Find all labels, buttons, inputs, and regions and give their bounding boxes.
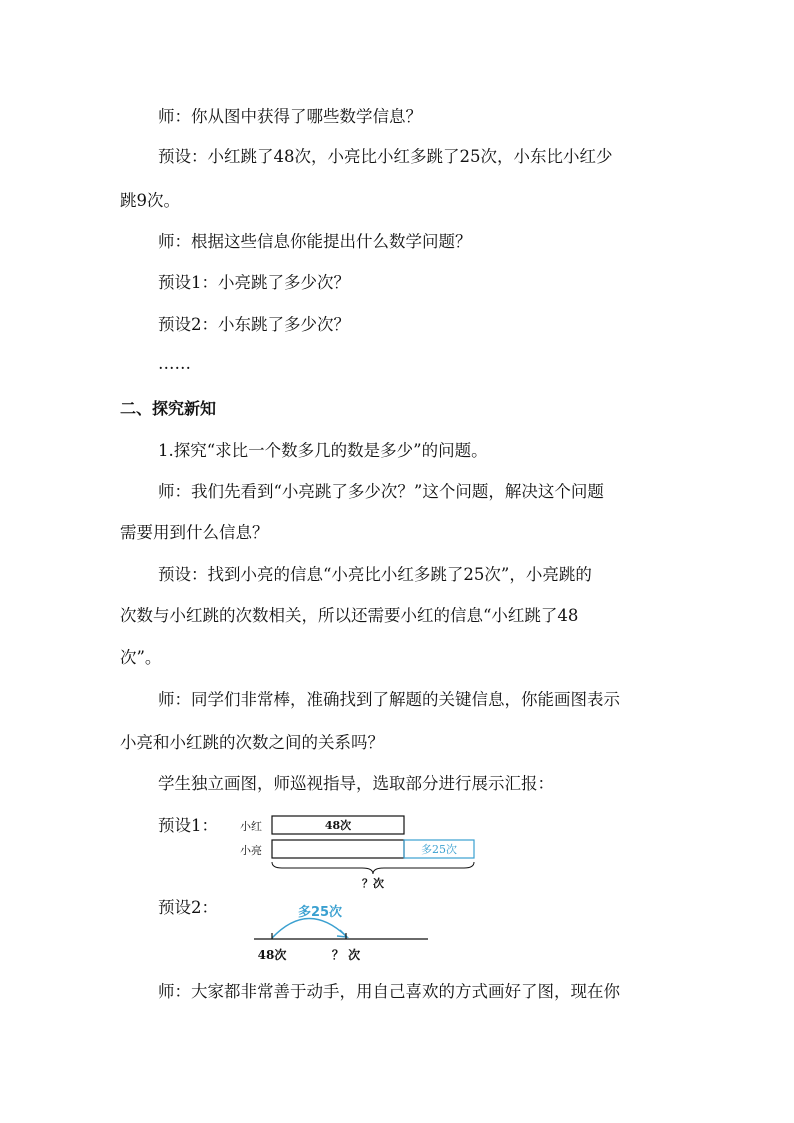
paragraph-preset-info-line2: 次数与小红跳的次数相关，所以还需要小红的信息“小红跳了48 [120,606,579,625]
paragraph-teacher-praise-line2: 小亮和小红跳的次数之间的关系吗？ [120,733,384,752]
paragraph-preset-answer-line1: 预设：小红跳了48次，小亮比小红多跳了25次，小东比小红少 [158,147,613,166]
paragraph-preset-info-line1: 预设：找到小亮的信息“小亮比小红多跳了25次”，小亮跳的 [158,565,592,584]
bar-xiaoliang-base [272,840,404,858]
paragraph-teacher-question: 师：你从图中获得了哪些数学信息？ [158,107,422,126]
paragraph-preset-info-line3: 次”。 [120,648,162,667]
bar-xiaohong-value: 48次 [324,819,352,832]
diagram2-number-line [252,896,452,966]
arc-arrow-icon [272,918,346,938]
paragraph-preset1: 预设1：小亮跳了多少次？ [158,273,350,292]
paragraph-explore: 1.探究“求比一个数多几的数是多少”的问题。 [158,441,488,460]
brace-question: ？次 [362,877,384,890]
diagram2-label: 预设2： [158,898,218,917]
paragraph-preset-answer-line2: 跳9次。 [120,191,180,210]
paragraph-teacher-final: 师：大家都非常善于动手，用自己喜欢的方式画好了图，现在你 [158,982,620,1001]
diagram1-bar-model [232,812,492,892]
diagram1-label: 预设1： [158,816,218,835]
brace-icon [272,862,474,874]
paragraph-student-drawing: 学生独立画图，师巡视指导，选取部分进行展示汇报： [158,774,554,793]
arc-label: 多25次 [297,905,343,920]
paragraph-preset2: 预设2：小东跳了多少次？ [158,315,350,334]
end-label: ？ 次 [331,948,361,962]
paragraph-teacher-line2: 需要用到什么信息？ [120,523,269,542]
row-label-xiaohong: 小红 [240,820,262,833]
paragraph-teacher-line1: 师：我们先看到“小亮跳了多少次？”这个问题，解决这个问题 [158,482,604,501]
paragraph-ellipsis: …… [158,354,191,373]
paragraph-teacher-prompt: 师：根据这些信息你能提出什么数学问题？ [158,232,472,251]
row-label-xiaoliang: 小亮 [240,844,262,857]
section-heading: 二、探究新知 [120,399,217,418]
start-label: 48次 [257,948,287,962]
paragraph-teacher-praise-line1: 师：同学们非常棒，准确找到了解题的关键信息，你能画图表示 [158,690,620,709]
bar-xiaoliang-extra-value: 多25次 [421,843,457,856]
